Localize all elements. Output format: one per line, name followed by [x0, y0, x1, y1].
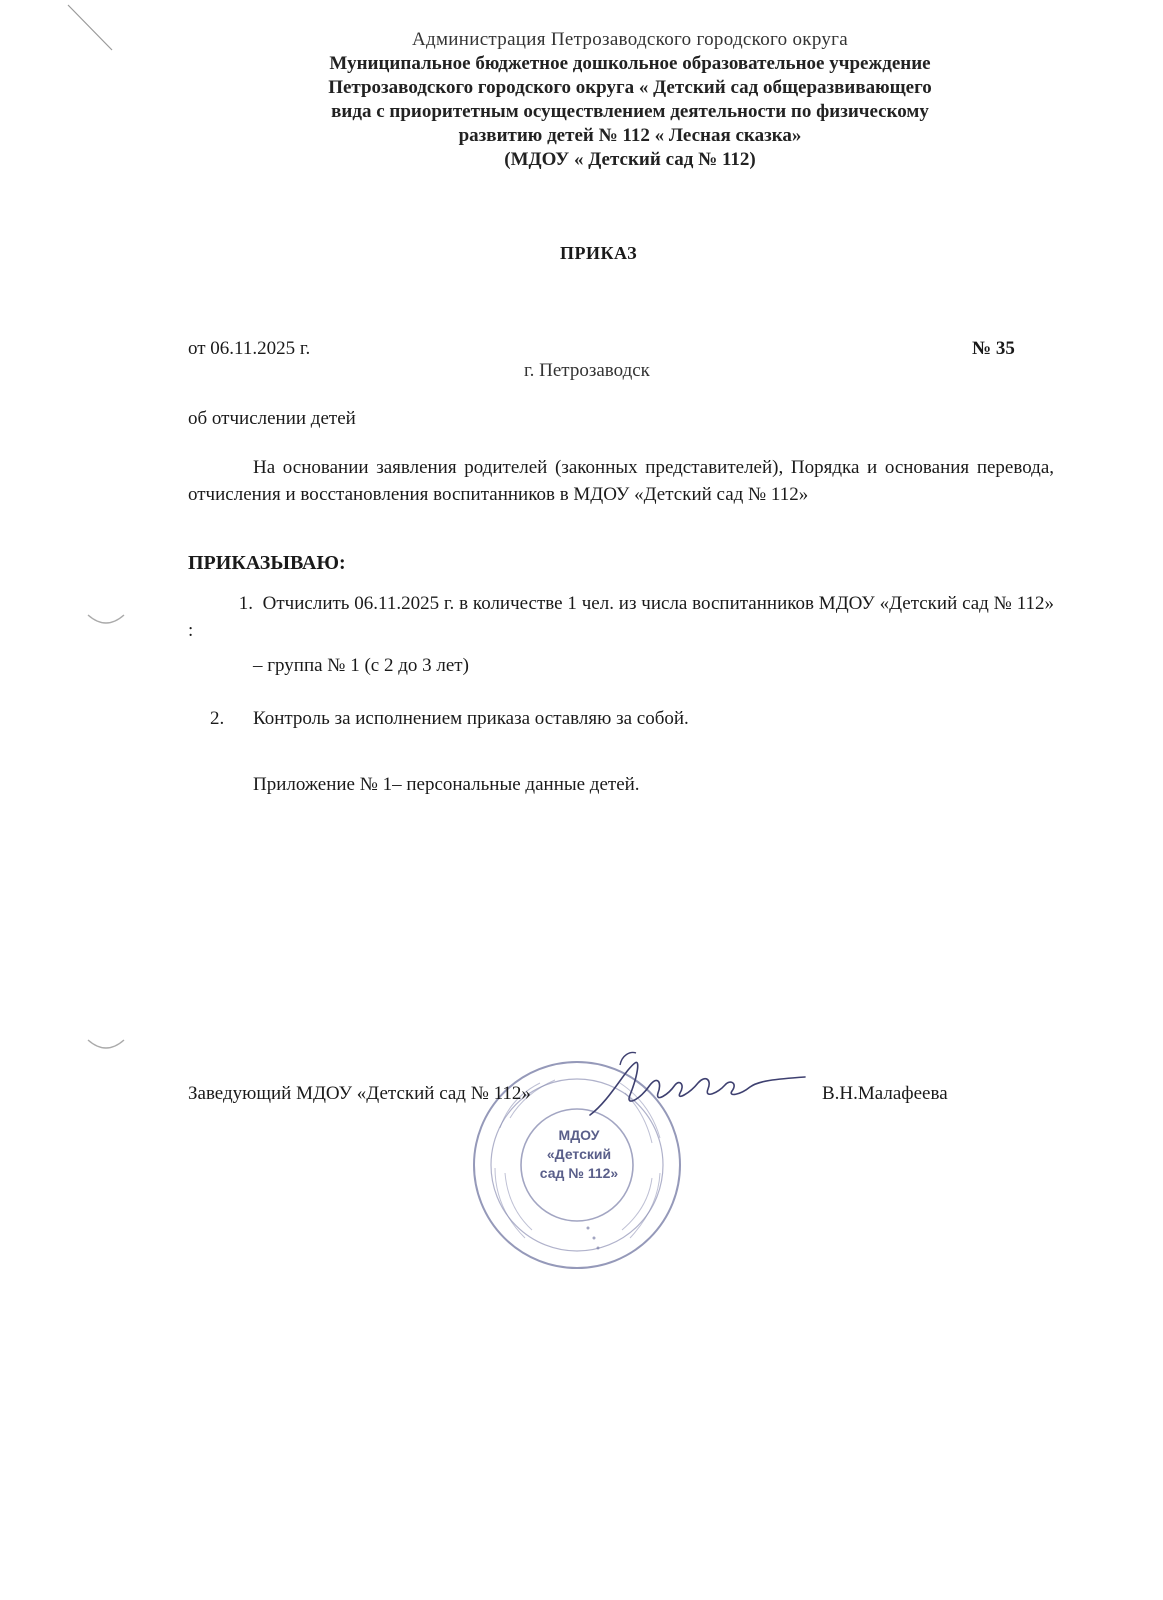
letterhead-line-5: (МДОУ « Детский сад № 112): [504, 149, 756, 170]
letterhead-line-2: Петрозаводского городского округа « Детский сад общеразвивающего: [328, 77, 932, 98]
document-title: ПРИКАЗ: [560, 243, 638, 263]
order-city: г. Петрозаводск: [524, 360, 650, 381]
letterhead-line-3: вида с приоритетным осуществлением деятельности по физическому: [331, 101, 929, 122]
order-item-2-text: Контроль за исполнением приказа оставляю за собой.: [253, 708, 689, 729]
letterhead-line-4: развитию детей № 112 « Лесная сказка»: [458, 125, 802, 146]
letterhead-line-1: Муниципальное бюджетное дошкольное образовательное учреждение: [329, 53, 931, 74]
order-item-1-text: Отчислить 06.11.2025 г. в количестве 1 чел. из числа воспитанников МДОУ «Детский сад № 112» :: [188, 593, 1054, 641]
signatory-position: Заведующий МДОУ «Детский сад № 112»: [188, 1083, 531, 1104]
order-subject: об отчислении детей: [188, 408, 356, 429]
order-date: от 06.11.2025 г.: [188, 338, 311, 359]
stamp-line-2: «Детский: [546, 1146, 612, 1162]
order-item-1: [188, 590, 1054, 644]
signatory-name: В.Н.Малафеева: [822, 1083, 948, 1104]
letterhead-administration: Администрация Петрозаводского городского округа: [411, 29, 848, 50]
order-directive-heading: ПРИКАЗЫВАЮ:: [188, 552, 346, 574]
stamp-line-3: сад № 112»: [539, 1165, 619, 1181]
stamp-line-1: МДОУ: [558, 1127, 600, 1143]
stamp-center-text: [533, 1126, 625, 1183]
scan-fold-mark: [60, 0, 120, 60]
hole-punch-mark-top: [82, 605, 132, 635]
letterhead: [190, 28, 1070, 172]
appendix-note: Приложение № 1– персональные данные детей.: [253, 774, 640, 795]
order-item-1-number: 1.: [238, 593, 253, 614]
order-number: № 35: [972, 338, 1015, 359]
handwritten-signature: [580, 1045, 810, 1125]
basis-paragraph: На основании заявления родителей (законных представителей), Порядка и основания перевода, отчисления и восстановления воспитанников в МДОУ «Детский сад № 112»: [188, 457, 1054, 505]
order-item-2: [210, 708, 689, 730]
group-line: – группа № 1 (с 2 до 3 лет): [253, 655, 469, 676]
hole-punch-mark-bottom: [82, 1030, 132, 1060]
order-item-2-number: 2.: [210, 708, 225, 729]
